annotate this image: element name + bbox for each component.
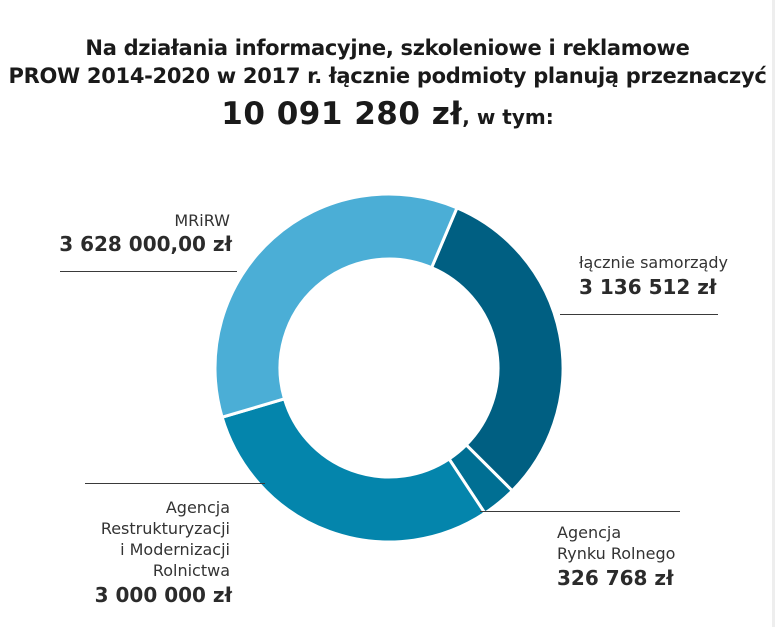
chart-title-line-1: Na działania informacyjne, szkoleniowe i reklamowe — [85, 36, 690, 60]
leader-line-mrirw — [60, 271, 237, 272]
label-arimr-line-4: Rolnictwa — [152, 561, 230, 580]
label-arimr-line-3: i Modernizacji — [120, 540, 230, 559]
value-mrirw: 3 628 000,00 zł — [59, 232, 232, 256]
value-arr: 326 768 zł — [557, 566, 674, 590]
value-arimr: 3 000 000 zł — [94, 583, 232, 607]
donut-slice-samorzady — [432, 208, 563, 491]
label-mrirw: MRiRW — [174, 211, 230, 230]
total-suffix: , w tym: — [462, 105, 554, 129]
label-arr-line-2: Rynku Rolnego — [557, 544, 676, 563]
label-arimr-line-1: Agencja — [165, 498, 230, 517]
donut-slice-arimr — [222, 399, 485, 542]
leader-line-samorzady — [560, 314, 718, 315]
total-amount: 10 091 280 zł — [221, 96, 463, 132]
leader-line-arimr — [85, 483, 265, 484]
leader-line-arr — [480, 511, 680, 512]
chart-title-line-2: PROW 2014-2020 w 2017 r. łącznie podmioty planują przeznaczyć — [8, 64, 767, 88]
label-arimr-line-2: Restrukturyzacji — [100, 519, 230, 538]
value-samorzady: 3 136 512 zł — [579, 275, 717, 299]
donut-slice-mrirw — [215, 194, 457, 417]
label-samorzady: łącznie samorządy — [579, 253, 728, 272]
label-arr-line-1: Agencja — [557, 523, 622, 542]
